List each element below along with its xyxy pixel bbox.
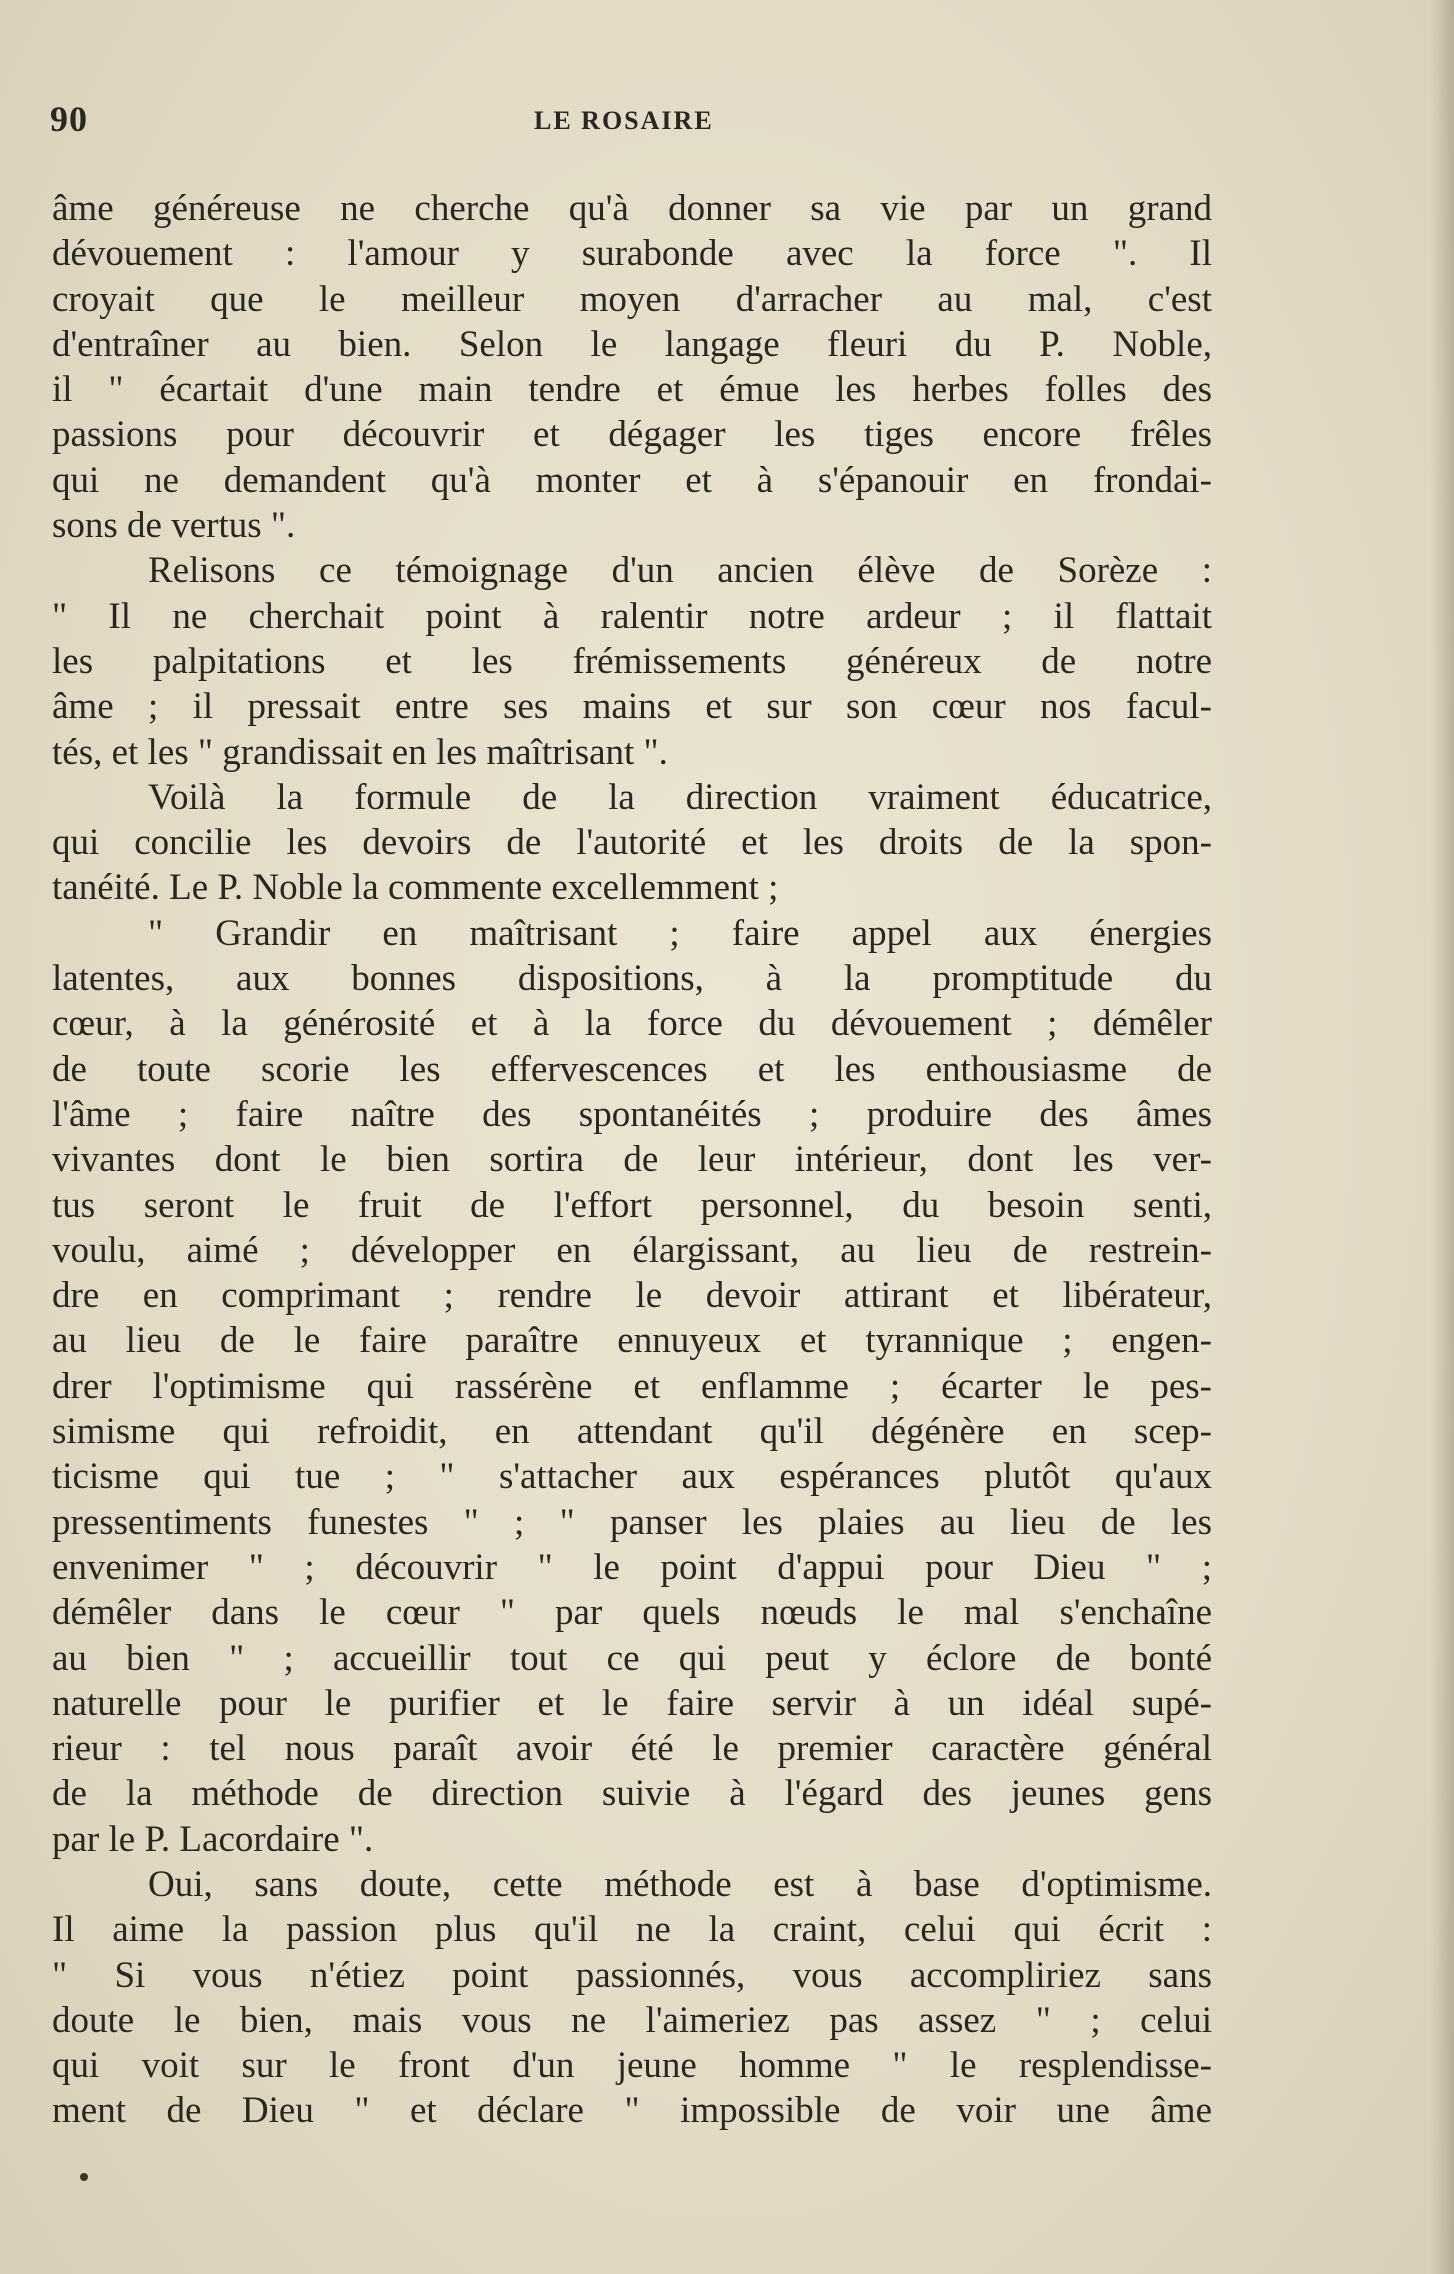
text-line: d'entraîner au bien. Selon le langage fleuri du P. Noble, (52, 323, 1212, 365)
text-line: ment de Dieu " et déclare " impossible de voir une âme (52, 2090, 1212, 2132)
text-line: latentes, aux bonnes dispositions, à la promptitude du (52, 958, 1212, 1000)
text-line: ticisme qui tue ; " s'attacher aux espérances plutôt qu'aux (52, 1456, 1212, 1498)
text-line: qui ne demandent qu'à monter et à s'épanouir en frondai- (52, 459, 1212, 501)
text-line: dévouement : l'amour y surabonde avec la force ". Il (52, 233, 1212, 275)
text-line: naturelle pour le purifier et le faire servir à un idéal supé- (52, 1682, 1212, 1724)
text-line: tés, et les " grandissait en les maîtrisant ". (52, 731, 668, 773)
text-line: de la méthode de direction suivie à l'égard des jeunes gens (52, 1773, 1212, 1815)
text-line: âme ; il pressait entre ses mains et sur son cœur nos facul- (52, 686, 1212, 728)
text-line: croyait que le meilleur moyen d'arracher au mal, c'est (52, 278, 1212, 320)
text-line: doute le bien, mais vous ne l'aimeriez pas assez " ; celui (52, 1999, 1212, 2041)
text-line: les palpitations et les frémissements généreux de notre (52, 640, 1212, 682)
text-line: démêler dans le cœur " par quels nœuds le mal s'enchaîne (52, 1592, 1212, 1634)
text-line: tanéité. Le P. Noble la commente excellemment ; (52, 867, 779, 909)
text-line: qui concilie les devoirs de l'autorité et les droits de la spon- (52, 822, 1212, 864)
text-line: tus seront le fruit de l'effort personnel, du besoin senti, (52, 1184, 1212, 1226)
running-title: LE ROSAIRE (534, 106, 714, 135)
text-line: simisme qui refroidit, en attendant qu'il dégénère en scep- (52, 1411, 1212, 1453)
text-line: sons de vertus ". (52, 505, 296, 547)
paragraph-first-line: " Grandir en maîtrisant ; faire appel aux énergies (148, 912, 1212, 954)
text-line: il " écartait d'une main tendre et émue les herbes folles des (52, 369, 1212, 411)
text-line: drer l'optimisme qui rassérène et enflamme ; écarter le pes- (52, 1365, 1212, 1407)
text-line: cœur, à la générosité et à la force du dévouement ; démêler (52, 1003, 1212, 1045)
text-line: dre en comprimant ; rendre le devoir attirant et libérateur, (52, 1275, 1212, 1317)
text-line: au bien " ; accueillir tout ce qui peut y éclore de bonté (52, 1637, 1212, 1679)
text-line: au lieu de le faire paraître ennuyeux et tyrannique ; engen- (52, 1320, 1212, 1362)
text-line: rieur : tel nous paraît avoir été le premier caractère général (52, 1728, 1212, 1770)
paragraph-first-line: Voilà la formule de la direction vraiment éducatrice, (148, 776, 1212, 818)
page-edge-shadow (1430, 0, 1454, 2274)
text-line: envenimer " ; découvrir " le point d'appui pour Dieu " ; (52, 1546, 1212, 1588)
text-line: " Si vous n'étiez point passionnés, vous accompliriez sans (52, 1954, 1212, 1996)
text-line: " Il ne cherchait point à ralentir notre ardeur ; il flattait (52, 595, 1212, 637)
text-line: âme généreuse ne cherche qu'à donner sa vie par un grand (52, 188, 1212, 229)
ink-spot (80, 2173, 88, 2181)
page-header (50, 98, 1220, 148)
text-line: vivantes dont le bien sortira de leur intérieur, dont les ver- (52, 1139, 1212, 1181)
text-line: par le P. Lacordaire ". (52, 1818, 374, 1860)
text-line: voulu, aimé ; développer en élargissant, au lieu de restrein- (52, 1229, 1212, 1271)
text-line: l'âme ; faire naître des spontanéités ; produire des âmes (52, 1093, 1212, 1135)
text-line: passions pour découvrir et dégager les tiges encore frêles (52, 414, 1212, 456)
paragraph-first-line: Relisons ce témoignage d'un ancien élève de Sorèze : (148, 550, 1212, 592)
page-number: 90 (50, 99, 88, 139)
text-line: Il aime la passion plus qu'il ne la craint, celui qui écrit : (52, 1909, 1212, 1951)
text-line: qui voit sur le front d'un jeune homme " le resplendisse- (52, 2045, 1212, 2087)
text-line: pressentiments funestes " ; " panser les plaies au lieu de les (52, 1501, 1212, 1543)
paragraph-first-line: Oui, sans doute, cette méthode est à base d'optimisme. (148, 1863, 1212, 1905)
body-text (52, 186, 1212, 2134)
text-line: de toute scorie les effervescences et les enthousiasme de (52, 1048, 1212, 1090)
